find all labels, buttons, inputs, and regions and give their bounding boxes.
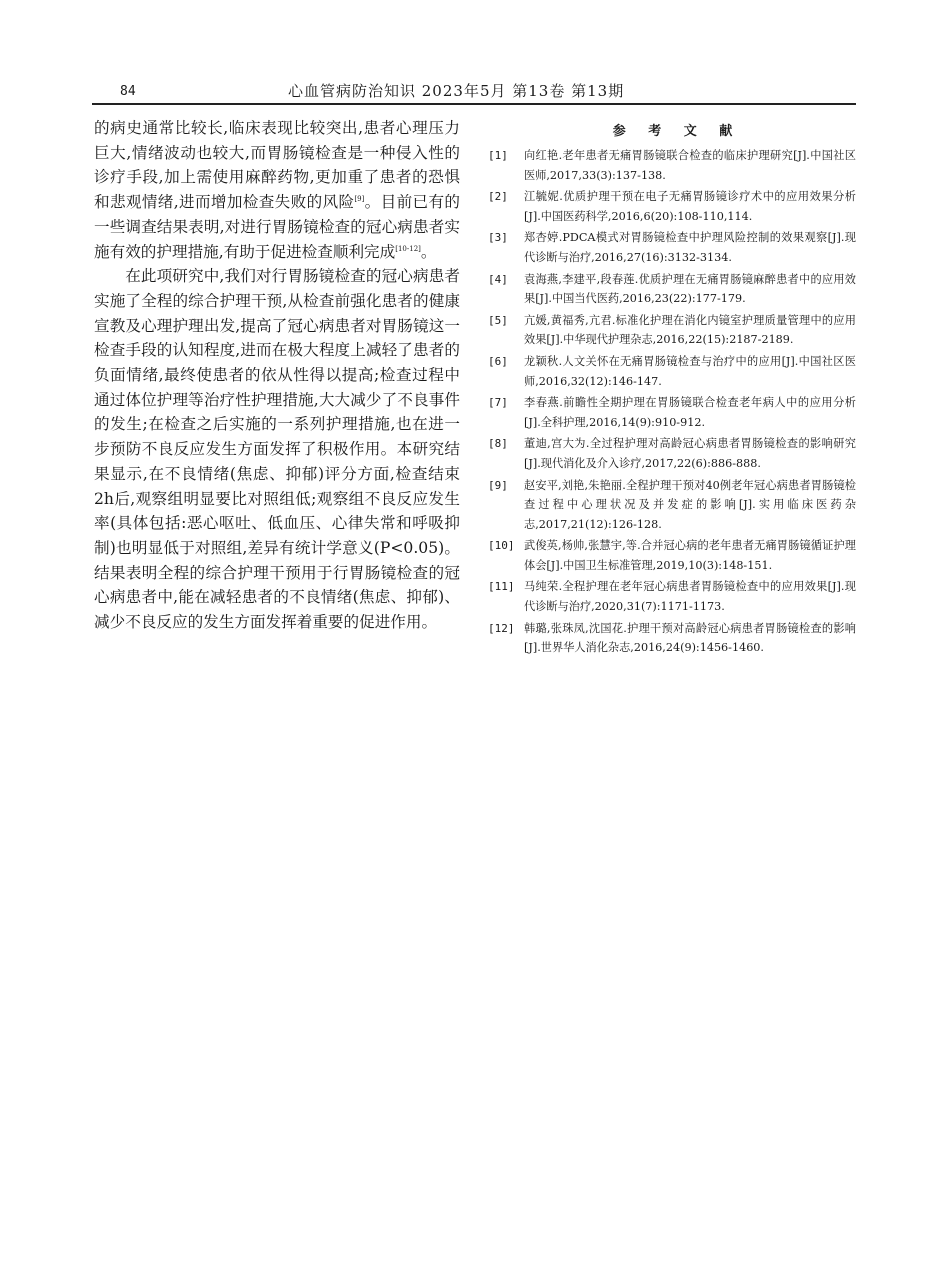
paragraph-text: 的病史通常比较长,临床表现比较突出,患者心理压力巨大,情绪波动也较大,而胃肠镜检查是一种侵入性的诊疗手段,加上需使用麻醉药物,更加重了患者的恐惧和悲观情绪,进而增加检查失败的风险 <box>94 119 460 212</box>
reference-text: 郑杏婷.PDCA模式对胃肠镜检查中护理风险控制的效果观察[J].现代诊断与治疗,2016,27(16):3132-3134. <box>524 231 856 264</box>
reference-text: 龙颖秋.人文关怀在无痛胃肠镜检查与治疗中的应用[J].中国社区医师,2016,32(12):146-147. <box>524 354 856 388</box>
reference-item <box>488 187 856 226</box>
reference-item <box>488 434 856 473</box>
header-rule <box>92 103 856 105</box>
reference-text: 赵安平,刘艳,朱艳丽.全程护理干预对40例老年冠心病患者胃肠镜检查过程中心理状况及并发症的影响[J].实用临床医药杂志,2017,21(12):126-128. <box>524 478 856 531</box>
reference-text: 袁海燕,李建平,段春莲.优质护理在无痛胃肠镜麻醉患者中的应用效果[J].中国当代医药,2016,23(22):177-179. <box>524 272 856 306</box>
reference-text: 韩璐,张珠凤,沈国花.护理干预对高龄冠心病患者胃肠镜检查的影响[J].世界华人消化杂志,2016,24(9):1456-1460. <box>524 621 856 655</box>
reference-item <box>488 476 856 535</box>
body-text-column <box>94 116 460 635</box>
references-heading: 参 考 文 献 <box>612 124 742 139</box>
reference-text: 江毓妮.优质护理干预在电子无痛胃肠镜诊疗术中的应用效果分析[J].中国医药科学,2016,6(20):108-110,114. <box>524 190 856 223</box>
reference-number: [11] <box>488 580 515 594</box>
reference-list <box>488 146 856 658</box>
page-number: 84 <box>120 84 136 99</box>
reference-number: [2] <box>488 190 508 204</box>
body-paragraph-2: 在此项研究中,我们对行胃肠镜检查的冠心病患者实施了全程的综合护理干预,从检查前强化患者的健康宣教及心理护理出发,提高了冠心病患者对胃肠镜这一检查手段的认知程度,进而在极大程度上减轻了患者的负面情绪,最终使患者的依从性得以提高;检查过程中通过体位护理等治疗性护理措施,大大减少了不良事件的发生;在检查之后实施的一系列护理措施,也在进一步预防不良反应发生方面发挥了积极作用。本研究结果显示,在不良情绪(焦虑、抑郁)评分方面,检查结束2h后,观察组明显要比对照组低;观察组不良反应发生率(具体包括:恶心呕吐、低血压、心律失常和呼吸抑制)也明显低于对照组,差异有统计学意义(P<0.05)。结果表明全程的综合护理干预用于行胃肠镜检查的冠心病患者中,能在减轻患者的不良情绪(焦虑、抑郁)、减少不良反应的发生方面发挥着重要的促进作用。 <box>94 267 460 632</box>
reference-text: 向红艳.老年患者无痛胃肠镜联合检查的临床护理研究[J].中国社区医师,2017,33(3):137-138. <box>524 149 856 182</box>
reference-text: 董迪,宫大为.全过程护理对高龄冠心病患者胃肠镜检查的影响研究[J].现代消化及介入诊疗,2017,22(6):886-888. <box>524 437 856 470</box>
journal-issue-line: 心血管病防治知识 2023年5月 第13卷 第13期 <box>288 82 625 100</box>
reference-number: [3] <box>488 231 508 245</box>
reference-number: [8] <box>488 437 508 451</box>
reference-number: [6] <box>488 354 508 368</box>
reference-number: [5] <box>488 313 508 327</box>
reference-number: [10] <box>488 539 515 553</box>
paragraph-text: 。 <box>420 242 437 261</box>
reference-item <box>488 352 856 391</box>
reference-item <box>488 311 856 350</box>
reference-text: 马纯荣.全程护理在老年冠心病患者胃肠镜检查中的应用效果[J].现代诊断与治疗,2020,31(7):1171-1173. <box>524 580 856 614</box>
reference-number: [12] <box>488 621 515 635</box>
body-paragraph-1 <box>94 116 460 264</box>
reference-number: [4] <box>488 272 508 286</box>
reference-item <box>488 270 856 309</box>
references-section <box>488 120 856 660</box>
reference-number: [1] <box>488 149 508 162</box>
reference-number: [7] <box>488 396 508 410</box>
reference-item <box>488 228 856 267</box>
running-header <box>92 76 856 104</box>
reference-text: 李春燕.前瞻性全期护理在胃肠镜联合检查老年病人中的应用分析[J].全科护理,2016,14(9):910-912. <box>524 396 856 429</box>
reference-item <box>488 393 856 432</box>
paragraph-text: 。目前已有的一些调查结果表明,对进行胃肠镜检查的冠心病患者实施有效的护理措施,有助于促进检查顺利完成 <box>94 193 460 261</box>
citation-marker: [10-12] <box>395 244 421 253</box>
citation-marker: [9] <box>354 194 365 203</box>
reference-item <box>488 536 856 575</box>
reference-item <box>488 146 856 185</box>
reference-text: 武俊英,杨帅,张慧宇,等.合并冠心病的老年患者无痛胃肠镜循证护理体会[J].中国卫生标准管理,2019,10(3):148-151. <box>524 539 856 572</box>
reference-item <box>488 577 856 616</box>
reference-item <box>488 619 856 658</box>
reference-number: [9] <box>488 478 508 492</box>
reference-text: 亢媛,黄福秀,亢君.标准化护理在消化内镜室护理质量管理中的应用效果[J].中华现代护理杂志,2016,22(15):2187-2189. <box>524 313 856 347</box>
